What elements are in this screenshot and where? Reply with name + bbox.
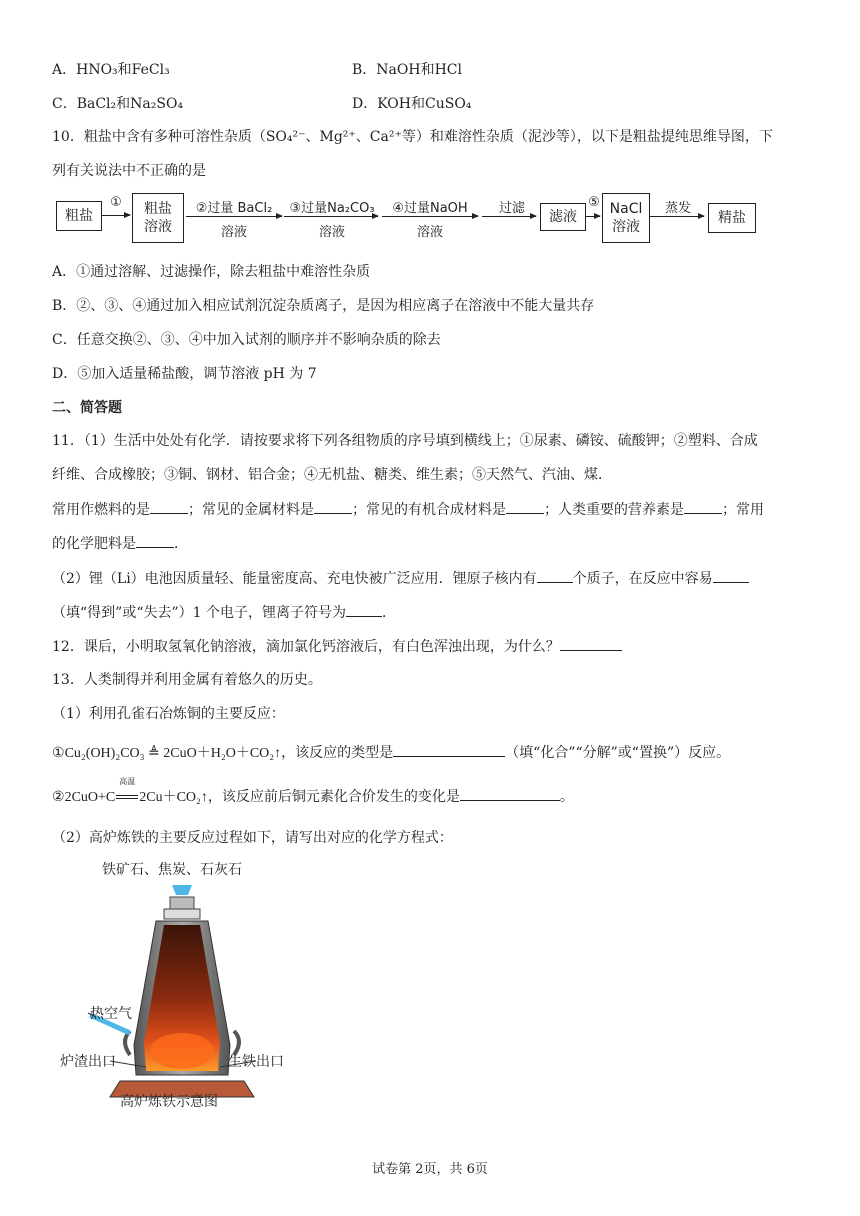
q13-r1-tail: （填“化合”“分解”或“置换”）反应。 [505,745,731,761]
flow-step7-top: 蒸发 [664,201,691,216]
q11-line6 [52,602,396,623]
q10-stem-line2: 列有关说法中不正确的是 [52,163,206,179]
flow-step4-top: ④过量NaOH [392,201,468,216]
answer-blank[interactable] [314,499,352,514]
q13-r2-eq-right: 2Cu＋CO₂↑ [139,790,208,805]
q11-line2: 纤维、合成橡胶；③铜、钢材、铝合金；④无机盐、糖类、维生素；⑤天然气、汽油、煤． [52,467,612,483]
q11-line4 [52,533,188,554]
q13-reaction2 [52,777,574,808]
flow-step2-bottom: 溶液 [220,225,247,240]
figure-caption: 高炉炼铁示意图 [120,1094,218,1110]
flow-step2-top: ②过量 BaCl₂ [195,201,273,216]
iron-outlet-label: 生铁出口 [228,1054,284,1070]
option-b-q9: B．NaOH和HCl [352,62,462,78]
q13-r2-text: ，该反应前后铜元素化合价发生的变化是 [207,789,460,805]
q13-r1-prefix: ① [52,745,65,761]
flow-arrow-5 [482,216,536,217]
q11-line3-e: ；常用 [722,502,764,518]
flow-arrow-3 [284,216,378,217]
flow-box-filtrate: 滤液 [540,203,586,231]
answer-blank[interactable] [150,499,188,514]
q13-part1: （1）利用孔雀石冶炼铜的主要反应： [52,706,285,722]
q13-reaction1 [52,742,730,764]
furnace-top-label: 铁矿石、焦炭、石灰石 [102,862,242,878]
q12-line [52,636,622,657]
flow-step3-bottom: 溶液 [318,225,345,240]
q10-option-b: B．②、③、④通过加入相应试剂沉淀杂质离子，是因为相应离子在溶液中不能大量共存 [52,298,595,314]
q11-line3-b: ；常见的金属材料是 [188,502,314,518]
flow-box-nacl-l2: 溶液 [612,219,640,235]
flow-arrow-1 [102,215,130,216]
answer-blank[interactable] [560,636,622,651]
q10-option-d: D．⑤加入适量稀盐酸，调节溶液 pH 为 7 [52,366,317,382]
q13-r2-eq-left: 2CuO+C [64,790,116,805]
flow-box-crude-solution-l2: 溶液 [144,219,172,235]
flow-arrow-7 [650,216,704,217]
hopper-icon [172,885,192,895]
flow-box-crude-salt: 粗盐 [56,201,102,231]
q13-r1-equation: Cu₂(OH)₂CO₃ ≜ 2CuO＋H₂O＋CO₂↑ [64,746,282,761]
answer-blank[interactable] [713,568,749,583]
q10-stem-line1: 10．粗盐中含有多种可溶性杂质（SO₄²⁻、Mg²⁺、Ca²⁺等）和难溶性杂质（泥沙等），以下是粗盐提纯思维导图，下 [52,129,773,145]
section-heading: 二、简答题 [52,400,122,416]
q11-line4-b: ． [174,536,188,552]
q13-r2-cond-text: 高温 [119,777,136,786]
q10-option-a: A．①通过溶解、过滤操作，除去粗盐中难溶性杂质 [52,264,371,280]
flow-box-refined-salt: 精盐 [708,203,756,233]
flow-diagram [52,193,812,247]
q11-line1: 11．（1）生活中处处有化学．请按要求将下列各组物质的序号填到横线上；①尿素、磷铵、硫酸钾；②塑料、合成 [52,433,758,449]
answer-blank[interactable] [506,499,544,514]
q11-line5-a: （2）锂（Li）电池因质量轻、能量密度高、充电快被广泛应用．锂原子核内有 [52,571,537,587]
flow-arrow-2 [186,216,282,217]
q11-line3-a: 常用作燃料的是 [52,502,150,518]
flow-arrow-4 [382,216,478,217]
q13-r2-condition [115,777,139,807]
flow-step4-bottom: 溶液 [416,225,443,240]
flow-box-crude-solution [132,193,184,243]
page-footer: 试卷第 2页，共 6页 [372,1162,488,1177]
flow-step3-top: ③过量Na₂CO₃ [289,201,375,216]
q13-r2-prefix: ② [52,789,65,805]
q13-stem: 13．人类制得并利用金属有着悠久的历史。 [52,672,322,688]
q11-line6-a: （填“得到”或“失去”）1 个电子，锂离子符号为 [52,605,346,621]
q13-part2: （2）高炉炼铁的主要反应过程如下，请写出对应的化学方程式： [52,830,453,846]
answer-blank[interactable] [460,786,560,801]
blast-furnace-figure [60,855,300,1115]
q13-r2-equals-sign [116,795,138,799]
q11-line5 [52,568,749,589]
answer-blank[interactable] [136,533,174,548]
option-a-q9: A．HNO₃和FeCl₃ [52,62,170,78]
q10-option-c: C．任意交换②、③、④中加入试剂的顺序并不影响杂质的除去 [52,332,441,348]
q11-line5-b: 个质子，在反应中容易 [572,571,713,587]
answer-blank[interactable] [684,499,722,514]
flow-step5-top: 过滤 [498,201,525,216]
flow-box-nacl-l1: NaCl [609,201,643,217]
option-c-q9: C．BaCl₂和Na₂SO₄ [52,96,184,112]
q13-r1-text: ，该反应的类型是 [281,745,394,761]
q11-line3-d: ；人类重要的营养素是 [544,502,684,518]
q11-line3-c: ；常见的有机合成材料是 [352,502,506,518]
answer-blank[interactable] [537,568,573,583]
option-d-q9: D．KOH和CuSO₄ [352,96,472,112]
answer-blank[interactable] [393,742,505,757]
q11-line4-a: 的化学肥料是 [52,536,136,552]
answer-blank[interactable] [346,602,382,617]
slag-outlet-label: 炉渣出口 [60,1054,116,1070]
hot-air-label: 热空气 [90,1006,132,1022]
flow-box-crude-solution-l1: 粗盐 [144,201,172,217]
flow-box-nacl-solution [602,193,650,243]
flow-step1-label: ① [110,195,122,210]
q13-r2-tail: 。 [559,789,574,805]
blast-furnace-drawing [60,855,300,1115]
q12-text: 12．课后，小明取氢氧化钠溶液，滴加氯化钙溶液后，有白色浑浊出现，为什么？ [52,639,560,655]
flow-arrow-6 [586,216,600,217]
flow-step6-label: ⑤ [588,195,600,210]
q11-line3 [52,499,764,520]
q11-line6-b: ． [382,605,396,621]
